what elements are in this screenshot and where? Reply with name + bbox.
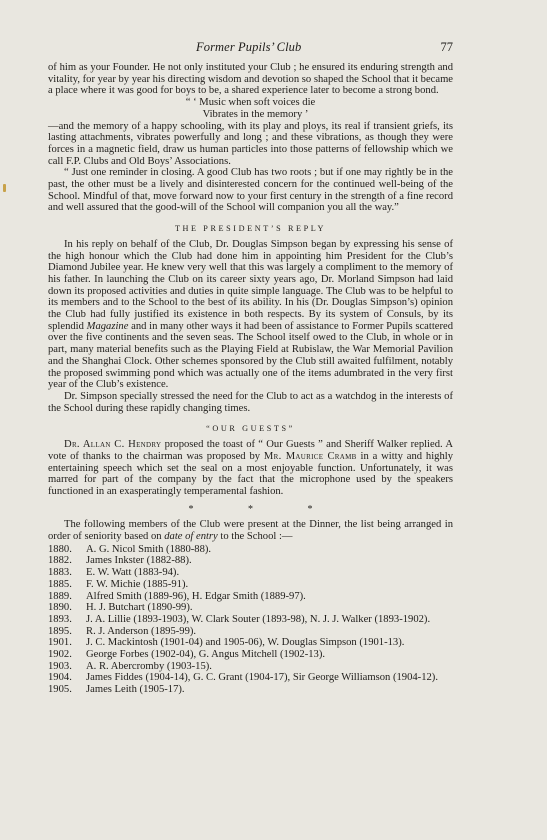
entry-names: A. G. Nicol Smith (1880-88).	[86, 543, 212, 555]
entry-names: A. R. Abercromby (1903-15).	[86, 660, 212, 672]
entry-names: F. W. Michie (1885-91).	[86, 578, 189, 590]
entry-names: E. W. Watt (1883-94).	[86, 567, 180, 579]
list-item	[48, 672, 453, 684]
entry-year: 1885.	[48, 578, 72, 590]
list-item	[48, 567, 453, 579]
list-item	[48, 591, 453, 603]
text-span: proposed the toast of “ Our Guests ” and Sheriff Walker replied. A vote of thanks to the chairman was proposed by	[48, 439, 453, 462]
person-name: Dr. Allan C. Hendry	[64, 439, 162, 451]
running-head	[48, 40, 453, 56]
list-item	[48, 661, 453, 673]
list-item	[48, 544, 453, 556]
entry-names: George Forbes (1902-04), G. Angus Mitchell (1902-13).	[86, 649, 326, 661]
paragraph: “ Just one reminder in closing. A good Club has two roots ; but if one may rightly be in the past, the other must be a lively and disinterested concern for the continued well-being of the School. Mindful of that, move forward now to your first century in the strength of a fine record and well assured that the good-will of the School will companion you all the way.”	[48, 167, 453, 214]
entry-year: 1890.	[48, 602, 72, 614]
list-item	[48, 626, 453, 638]
list-item	[48, 579, 453, 591]
entry-year: 1882.	[48, 555, 72, 567]
paragraph: Dr. Simpson specially stressed the need for the Club to act as a watchdog in the interests of the School during these rapidly changing times.	[48, 390, 453, 414]
person-name: Mr. Maurice Cramb	[263, 450, 357, 462]
page-number: 77	[440, 40, 453, 54]
verse-line: “ ‘ Music when soft voices die	[185, 97, 316, 109]
entry-year: 1883.	[48, 567, 72, 579]
running-head-title: Former Pupils’ Club	[196, 40, 302, 54]
asterisk-divider: * * *	[188, 503, 339, 515]
entry-year: 1895.	[48, 625, 72, 637]
text-span: and in many other ways it had been of assistance to Former Pupils scattered over the five continents and the seven seas. The School itself owed to the Club, in whole or in part, many material benefits such as the Playing Field at Rubislaw, the War Memorial Pavilion and the Shanghai Clock. Other schemes sponsored by the Club still awaited fulfilment, notably the proposed swimming pond which was actually one of the items adumbrated in the very first year of the Club’s existence.	[48, 320, 453, 391]
entry-names: Alfred Smith (1889-96), H. Edgar Smith (1889-97).	[86, 590, 306, 602]
entry-names: J. C. Mackintosh (1901-04) and 1905-06), W. Douglas Simpson (1901-13).	[86, 637, 405, 649]
entry-year: 1903.	[48, 660, 72, 672]
section-heading-our-guests: “OUR GUESTS”	[206, 424, 295, 434]
entry-year: 1901.	[48, 637, 72, 649]
entry-names: J. A. Lillie (1893-1903), W. Clark Souter (1893-98), N. J. J. Walker (1893-1902).	[86, 613, 431, 625]
entry-year: 1880.	[48, 543, 72, 555]
paragraph: —and the memory of a happy schooling, with its play and ploys, its real if transient griefs, its lasting attachments, vibrates powerfully and long ; and these vibrations, as though they were forces in a magnetic field, draw us human particles into those patterns of fellowship which we call F.P. Clubs and Old Boys’ Associations.	[48, 120, 453, 167]
entry-names: James Fiddes (1904-14), G. C. Grant (1904-17), Sir George Williamson (1904-12).	[86, 672, 438, 684]
entry-year: 1893.	[48, 613, 72, 625]
member-list	[48, 544, 453, 696]
paragraph	[48, 519, 453, 542]
paragraph	[48, 239, 453, 391]
list-item	[48, 602, 453, 614]
section-heading-presidents-reply: THE PRESIDENT’S REPLY	[174, 224, 327, 234]
entry-year: 1905.	[48, 684, 72, 696]
body-text	[48, 62, 453, 696]
italic-text: date of entry	[164, 531, 218, 543]
margin-mark	[3, 184, 6, 192]
entry-year: 1902.	[48, 649, 72, 661]
list-item	[48, 555, 453, 567]
list-item	[48, 649, 453, 661]
italic-text: Magazine	[86, 320, 129, 332]
entry-year: 1904.	[48, 672, 72, 684]
entry-year: 1889.	[48, 590, 72, 602]
verse-line: Vibrates in the memory ’	[202, 108, 309, 120]
text-span: to the School :—	[217, 531, 293, 543]
paragraph	[48, 439, 453, 498]
entry-names: H. J. Butchart (1890-99).	[86, 602, 193, 614]
entry-names: R. J. Anderson (1895-99).	[86, 625, 197, 637]
text-span: in a witty and highly entertaining speech which set the seal on a most enjoyable function. Unfortunately, it was marred for part of the company by the fact that the microphone used by the speakers functioned in an exasperatingly temperamental fashion.	[48, 450, 454, 497]
list-item	[48, 637, 453, 649]
list-item	[48, 614, 453, 626]
paragraph: of him as your Founder. He not only instituted your Club ; he ensured its enduring strength and vitality, for year by year his directing wisdom and devotion so shaped the School that it became a place where it was good for boys to be, a shared experience later to become a strong bond.	[48, 62, 454, 97]
text-span: The following members of the Club were present at the Dinner, the list being arranged in order of seniority based on	[48, 519, 453, 543]
entry-names: James Inkster (1882-88).	[86, 555, 192, 567]
entry-names: James Leith (1905-17).	[86, 684, 185, 696]
list-item	[48, 684, 453, 696]
text-span: In his reply on behalf of the Club, Dr. Douglas Simpson began by expressing his sense of the high honour which the Club had done him in appointing him President for the Club’s Diamond Jubilee year. He knew very well that this was largely a compliment to the memory of his father. In launching the Club on its career sixty years ago, Dr. Morland Simpson had laid down its proposed activities and duties in quite simple language. The Club was to be helpful to its members and to the School to the best of its ability. In his (Dr. Douglas Simpson’s) opinion the Club had fully justified its existence in both respects. By its system of Consuls, by its splendid	[48, 238, 453, 332]
